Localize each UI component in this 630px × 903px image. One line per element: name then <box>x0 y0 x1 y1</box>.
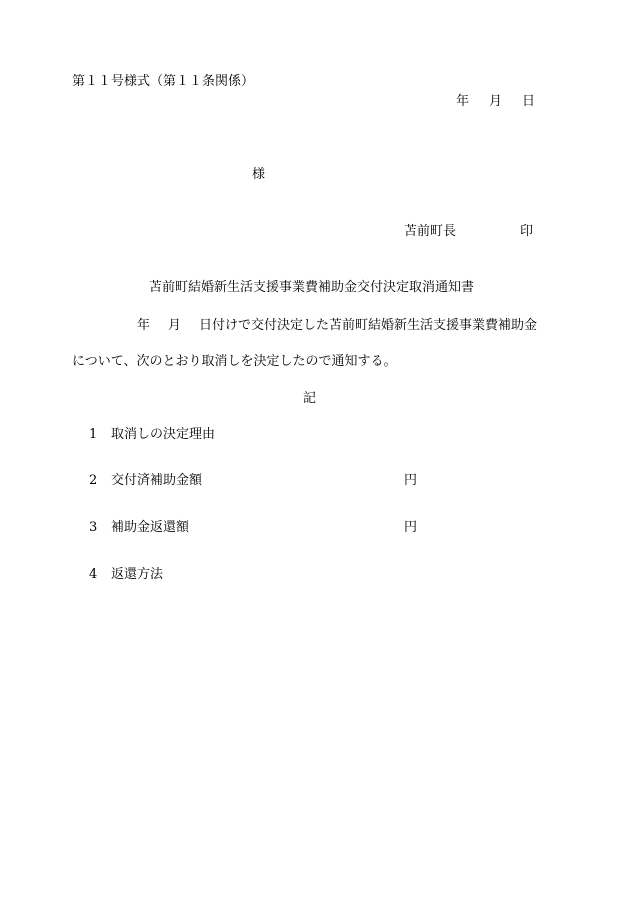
body-month-label: 月 <box>168 318 182 333</box>
list-item <box>89 567 163 583</box>
list-item <box>89 427 215 443</box>
item-number: 1 <box>89 427 98 442</box>
item-unit: 円 <box>404 473 418 488</box>
document-title: 苫前町結婚新生活支援事業費補助金交付決定取消通知書 <box>149 280 475 295</box>
list-item <box>89 473 202 489</box>
date-month-label: 月 <box>489 94 503 109</box>
issuer-name: 苫前町長 <box>404 224 457 239</box>
issuer-seal: 印 <box>520 224 534 239</box>
item-number: 2 <box>89 473 98 488</box>
item-label: 補助金返還額 <box>111 520 190 535</box>
item-unit: 円 <box>404 520 418 535</box>
item-label: 取消しの決定理由 <box>111 427 216 442</box>
item-number: 3 <box>89 520 98 535</box>
addressee-suffix: 様 <box>252 167 266 182</box>
list-item <box>89 520 189 536</box>
date-year-label: 年 <box>456 94 470 109</box>
body-line1-text: 日付けで交付決定した苫前町結婚新生活支援事業費補助金 <box>199 318 538 333</box>
form-number: 第１１号様式（第１１条関係） <box>72 74 255 89</box>
item-number: 4 <box>89 567 98 582</box>
date-day-label: 日 <box>522 94 536 109</box>
ki-heading: 記 <box>303 391 317 406</box>
item-label: 交付済補助金額 <box>111 473 203 488</box>
body-year-label: 年 <box>137 318 151 333</box>
body-line-2: について、次のとおり取消しを決定したので通知する。 <box>72 354 397 369</box>
body-line-1 <box>137 318 537 334</box>
item-label: 返還方法 <box>111 567 164 582</box>
date-line <box>456 94 535 110</box>
